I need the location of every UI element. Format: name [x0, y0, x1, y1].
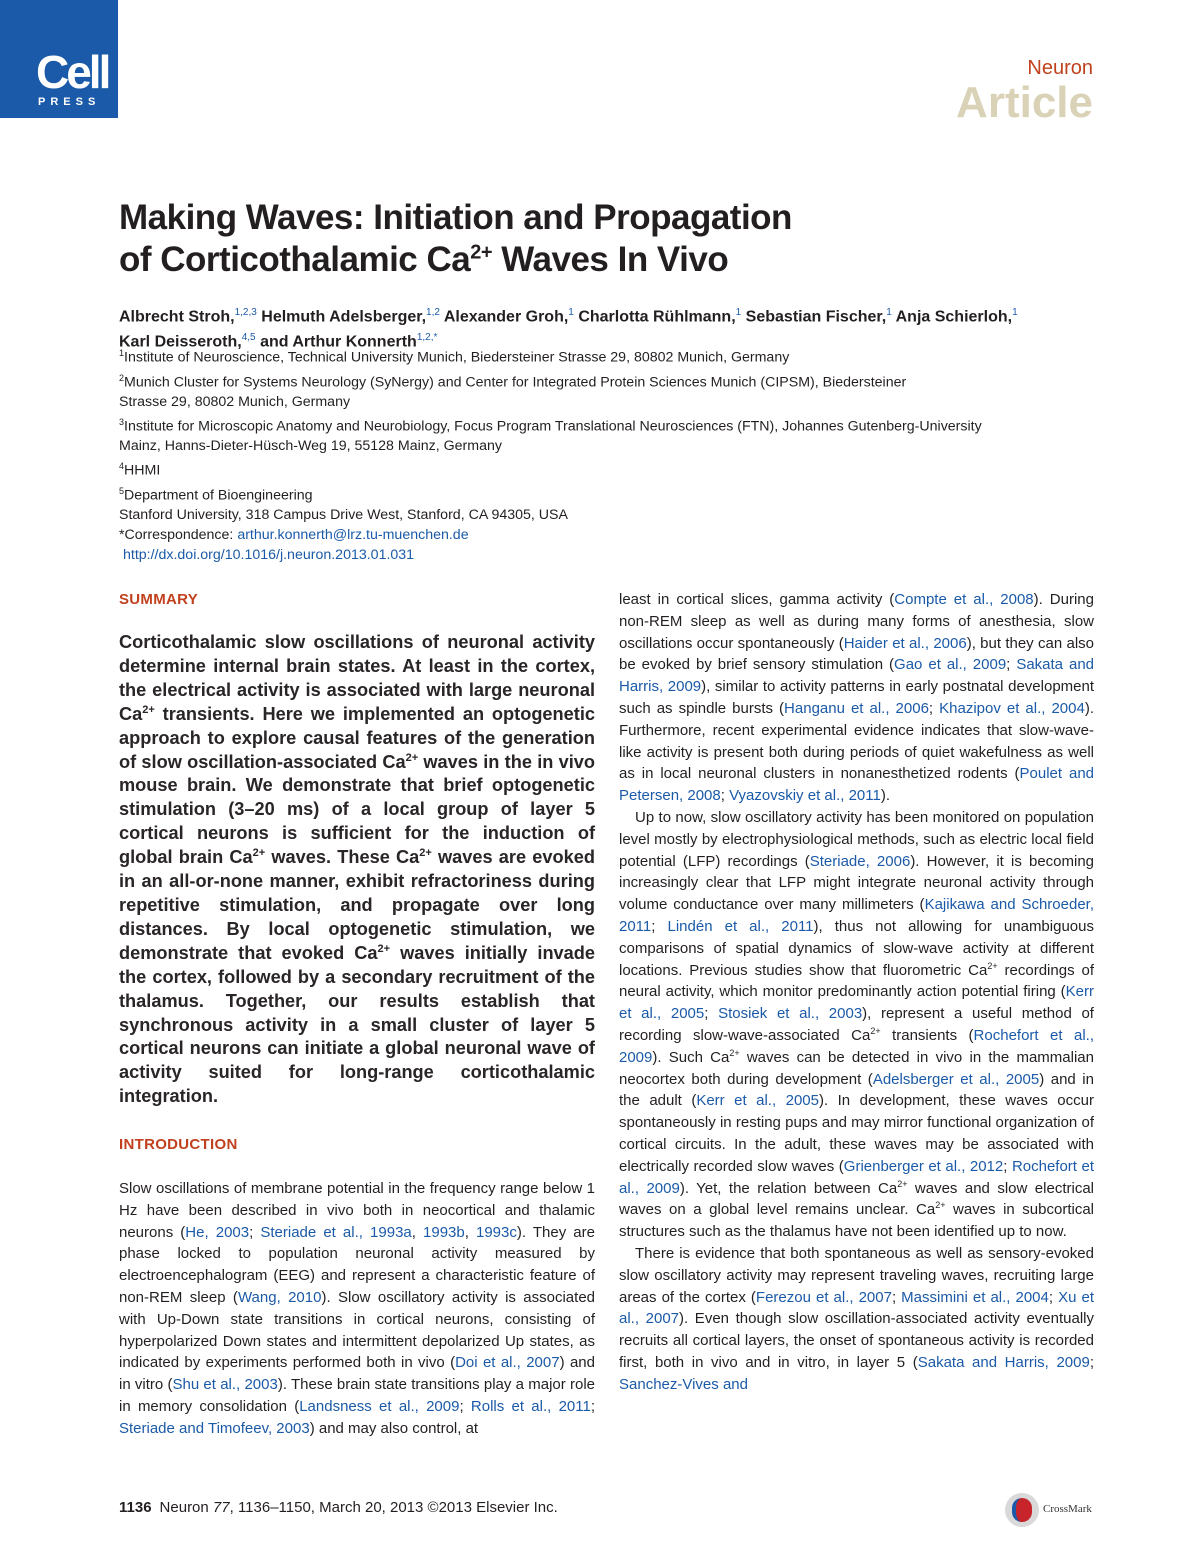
cell-press-logo[interactable] — [0, 0, 118, 118]
email-link[interactable]: arthur.konnerth@lrz.tu-muenchen.de — [237, 527, 469, 544]
citation-link[interactable]: Hanganu et al., 2006 — [784, 699, 929, 717]
citation-link[interactable]: Rochefort et al., 2009 — [619, 1157, 1094, 1197]
page-title — [119, 197, 1019, 281]
paragraph: Up to now, slow oscillatory activity has been monitored on population level mostly by electrophysiological methods, such as electric local field potential (LFP) recordings (Steriade, 2006). However, it is becoming increasingly clear that LFP might integrate neuronal activity through volume conductance over many millimeters (Kajikawa and Schroeder, 2011; Lindén et al., 2011), thus not allowing for unambiguous comparisons of spatial dynamics of slow-wave activity at different locations. Previous studies show that fluorometric $Ca^{2+}$ recordings of neural activity, which monitor predominantly action potential firing (Kerr et al., 2005; Stosiek et al., 2003), represent a useful method of recording slow-wave-associated $Ca^{2+}$ transients (Rochefort et al., 2009). Such $Ca^{2+}$ waves can be detected in vivo in the mammalian neocortex both during development (Adelsberger et al., 2005) and in the adult (Kerr et al., 2005). In development, these waves occur spontaneously in resting pups and may mirror functional organization of cortical circuits. In the adult, these waves may be associated with electrically recorded slow waves (Grienberger et al., 2012; Rochefort et al., 2009). Yet, the relation between $Ca^{2+}$ waves and slow electrical waves on a global level remains unclear. $Ca^{2+}$ waves in subcortical structures such as the thalamus have not been identified up to now. — [619, 808, 1095, 1241]
affiliation-4: $^4$HHMI — [119, 461, 161, 479]
citation-link[interactable]: Lindén et al., 2011 — [667, 917, 814, 935]
title-line-1: Making Waves: Initiation and Propagation — [119, 198, 792, 237]
affiliation-2: $^2$Munich Cluster for Systems Neurology (SyNergy) and Center for Integrated Protein Sciences Munich (CIPSM), Biedersteiner — [119, 372, 907, 391]
citation-link[interactable]: Massimini et al., 2004 — [901, 1288, 1049, 1306]
affiliations: $^1$Institute of Neuroscience, Technical University Munich, Biedersteiner Strasse 29, 80802 Munich, Germany $^2$Munich Cluster for Systems Neurology (SyNergy) and Center for Integrated Protein Sciences Munich (CIPSM), Biedersteiner Strasse 29, 80802 Munich, Germany $^3$Institute for Microscopic Anatomy and Neurobiology, Focus Program Translational Neurosciences (FTN), Johannes Gutenberg-University Mainz, Hanns-Dieter-Hüsch-Weg 19, 55128 Mainz, Germany $^4$HHMI $^5$Department of Bioengineering Stanford University, 318 Campus Drive West, Stanford, CA 94305, USA *Correspondence: arthur.konnerth@lrz.tu-muenchen.de http://dx.doi.org/10.1016/j.neuron.2013.01.031 — [119, 344, 1099, 566]
logo-main: Cell — [36, 46, 109, 98]
introduction-text: Slow oscillations of membrane potential in the frequency range below 1 Hz have been described in vivo both in neocortical and thalamic neurons (He, 2003; Steriade et al., 1993a, 1993b, 1993c). They are phase locked to population neuronal activity measured by electroencephalogram (EEG) and represent a characteristic feature of non-REM sleep (Wang, 2010). Slow oscillatory activity is associated with Up-Down state transitions in cortical neurons, consisting of hyperpolarized Down states and intermittent depolarized Up states, as indicated by experiments performed both in vivo (Doi et al., 2007) and in vitro (Shu et al., 2003). These brain state transitions play a major role in memory consolidation (Landsness et al., 2009; Rolls et al., 2011; Steriade and Timofeev, 2003) and may also control, at — [119, 1180, 596, 1437]
citation-link[interactable]: 1993c — [476, 1223, 517, 1241]
citation-link[interactable]: Doi et al., 2007 — [455, 1354, 560, 1372]
affiliation-3: $^3$Institute for Microscopic Anatomy and Neurobiology, Focus Program Translational Neurosciences (FTN), Johannes Gutenberg-University — [119, 416, 982, 435]
citation-link[interactable]: Khazipov et al., 2004 — [939, 699, 1085, 717]
author: and Arthur Konnerth — [260, 333, 417, 351]
right-column-text — [619, 589, 1094, 1395]
author: Alexander Groh, — [443, 308, 569, 326]
citation-link[interactable]: Kerr et al., 2005 — [619, 983, 1094, 1023]
citation-link[interactable]: Compte et al., 2008 — [894, 591, 1034, 608]
affiliation-5: $^5$Department of Bioengineering — [119, 485, 313, 504]
citation-link[interactable]: Sanchez-Vives and — [619, 1375, 748, 1393]
page-footer: 1136 Neuron 77, 1136–1150, March 20, 2013 ©2013 Elsevier Inc. — [119, 1499, 558, 1516]
crossmark-badge[interactable] — [1005, 1493, 1105, 1529]
summary-text: Corticothalamic slow oscillations of neuronal activity determine internal brain states. At least in the cortex, the electrical activity is associated with large neuronal $Ca^{2+}$ transients. Here we implemented an optogenetic approach to explore causal features of the generation of slow oscillation-associated $Ca^{2+}$ waves in the in vivo mouse brain. We demonstrate that brief optogenetic stimulation (3–20 ms) of a local group of layer 5 cortical neurons is sufficient for the induction of global brain $Ca^{2+}$ waves. These $Ca^{2+}$ waves are evoked in an all-or-none manner, exhibit refractoriness during repetitive stimulation, and propagate over long distances. By local optogenetic stimulation, we demonstrate that evoked $Ca^{2+}$ waves initially invade the cortex, followed by a secondary recruitment of the thalamus. Together, our results establish that synchronous activity in a small cluster of layer 5 cortical neurons can initiate a global neuronal wave of activity suited for long-range corticothalamic integration. — [119, 632, 596, 1107]
correspondence: *Correspondence: arthur.konnerth@lrz.tu-muenchen.de — [119, 527, 469, 544]
title-line-2: of Corticothalamic $Ca^{2+}$ Waves In Vivo — [119, 240, 729, 279]
citation-link[interactable]: Shu et al., 2003 — [172, 1376, 278, 1394]
paragraph: There is evidence that both spontaneous as well as sensory-evoked slow oscillatory activity may represent traveling waves, recruiting large areas of the cortex (Ferezou et al., 2007; Massimini et al., 2004; Xu et al., 2007). Even though slow oscillation-associated activity eventually recruits all cortical layers, the onset of spontaneous activity is recorded first, both in vivo and in vitro, in layer 5 (Sakata and Harris, 2009; Sanchez-Vives and — [619, 1244, 1095, 1393]
author: Helmuth Adelsberger, — [261, 308, 427, 326]
author: Sebastian Fischer, — [745, 308, 887, 326]
citation-link[interactable]: Steriade and Timofeev, 2003 — [119, 1419, 310, 1437]
citation-link[interactable]: Rolls et al., 2011 — [470, 1397, 591, 1415]
logo-sub: PRESS — [38, 96, 101, 108]
citation-link[interactable]: Haider et al., 2006 — [843, 634, 967, 652]
citation-link[interactable]: Kerr et al., 2005 — [696, 1092, 819, 1110]
citation-link[interactable]: Sakata and Harris, 2009 — [917, 1353, 1090, 1371]
citation-link[interactable]: Vyazovskiy et al., 2011 — [729, 787, 881, 805]
citation-link[interactable]: Landsness et al., 2009 — [299, 1397, 460, 1415]
author-list: Albrecht Stroh,$^{1,2,3}$ Helmuth Adelsberger,$^{1,2}$ Alexander Groh,$^1$ Charlotta Rühlmann,$^1$ Sebastian Fischer,$^1$ Anja Schierloh,$^1$ Karl Deisseroth,$^{4,5}$ and Arthur Konnerth$^{1,2,*}$ — [119, 307, 1018, 351]
citation-link[interactable]: Gao et al., 2009 — [894, 656, 1007, 674]
author: Anja Schierloh, — [895, 308, 1013, 326]
doi-link[interactable]: http://dx.doi.org/10.1016/j.neuron.2013.01.031 — [123, 546, 415, 563]
author: Charlotta Rühlmann, — [578, 308, 736, 326]
citation-link[interactable]: 1993b — [423, 1223, 465, 1241]
citation-link[interactable]: Poulet and Petersen, 2008 — [619, 765, 1095, 805]
citation-link[interactable]: Wang, 2010 — [237, 1288, 322, 1306]
citation-link[interactable]: Grienberger et al., 2012 — [843, 1157, 1004, 1175]
citation-link[interactable]: Kajikawa and Schroeder, 2011 — [619, 896, 1095, 935]
citation-link[interactable]: He, 2003 — [185, 1223, 250, 1241]
citation-link[interactable]: Stosiek et al., 2003 — [718, 1005, 863, 1023]
summary-heading: SUMMARY — [119, 591, 199, 608]
author: Karl Deisseroth, — [119, 333, 242, 351]
citation-link[interactable]: Sakata and Harris, 2009 — [619, 656, 1094, 696]
citation-link[interactable]: Steriade, 2006 — [809, 852, 911, 870]
citation-link[interactable]: Rochefort et al., 2009 — [619, 1026, 1094, 1066]
author: Albrecht Stroh, — [119, 308, 235, 326]
citation-link[interactable]: Ferezou et al., 2007 — [755, 1288, 892, 1306]
paragraph: least in cortical slices, gamma activity (Compte et al., 2008). During non-REM sleep as well as during many forms of anesthesia, slow oscillations occur spontaneously (Haider et al., 2006), but they can also be evoked by brief sensory stimulation (Gao et al., 2009; Sakata and Harris, 2009), similar to activity patterns in early postnatal development such as spindle bursts (Hanganu et al., 2006; Khazipov et al., 2004). Furthermore, recent experimental evidence indicates that slow-wave-like activity is present both during periods of quiet wakefulness as well as in local neuronal clusters in nonanesthetized rodents (Poulet and Petersen, 2008; Vyazovskiy et al., 2011). — [619, 591, 1095, 805]
crossmark-label: CrossMark — [1043, 1503, 1092, 1515]
journal-name: Neuron — [1027, 57, 1093, 79]
introduction-heading: INTRODUCTION — [119, 1136, 238, 1153]
affiliation-1: $^1$Institute of Neuroscience, Technical University Munich, Biedersteiner Strasse 29, 80802 Munich, Germany — [119, 348, 790, 366]
page-number: 1136 — [119, 1499, 152, 1516]
article-type: Article — [956, 78, 1093, 127]
citation-link[interactable]: Xu et al., 2007 — [619, 1288, 1094, 1328]
citation-link[interactable]: Steriade et al., 1993a — [260, 1223, 412, 1241]
citation-link[interactable]: Adelsberger et al., 2005 — [872, 1070, 1040, 1088]
crossmark-icon — [1005, 1493, 1039, 1527]
